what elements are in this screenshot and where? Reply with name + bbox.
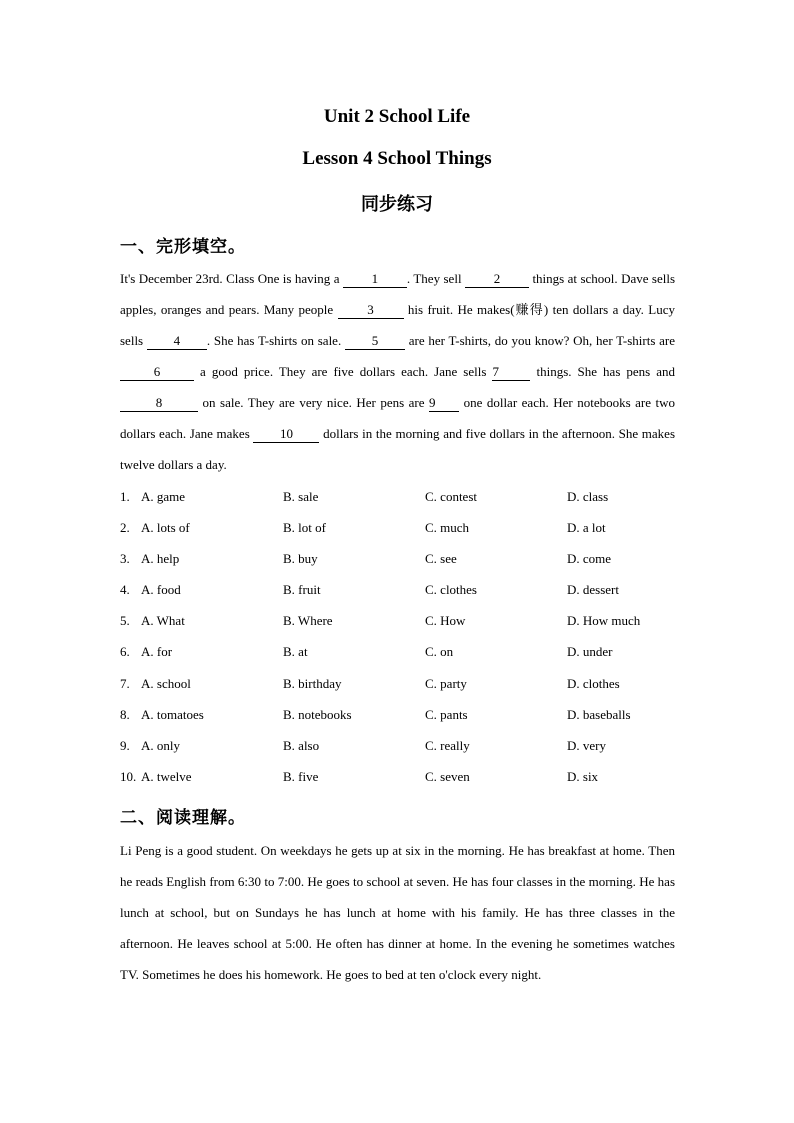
option-a: A. help — [141, 551, 180, 566]
option-c: C. How — [425, 613, 466, 628]
option-d: D. very — [567, 738, 606, 753]
option-b: B. birthday — [283, 676, 342, 691]
blank-6: 6 — [120, 365, 194, 381]
option-row — [120, 707, 680, 727]
option-d: D. under — [567, 644, 613, 659]
question-number: 2. — [120, 520, 130, 535]
blank-10: 10 — [253, 427, 319, 443]
option-d: D. six — [567, 769, 599, 784]
option-d: D. dessert — [567, 582, 619, 597]
passage-text: things at school. Dave sells apples, oranges and pears. Many people — [120, 271, 676, 317]
option-b: B. buy — [283, 551, 318, 566]
question-number: 8. — [120, 707, 130, 722]
option-d: D. clothes — [567, 676, 620, 691]
blank-9: 9 — [429, 396, 459, 412]
option-c: C. much — [425, 520, 470, 535]
option-a: A. lots of — [141, 520, 190, 535]
option-a: A. school — [141, 676, 191, 691]
lesson-title: Lesson 4 School Things — [302, 148, 492, 169]
option-c: C. really — [425, 738, 470, 753]
option-d: D. baseballs — [567, 707, 631, 722]
reading-passage: Li Peng is a good student. On weekdays he gets up at six in the morning. He has breakfast at home. Then he reads English from 6:30 to 7:00. He goes to school at seven. He has four classes in the morning. He has lunch at school, but on Sundays he has lunch at home with his family. He has three classes in the afternoon. He leaves school at 5:00. He often has dinner at home. In the evening he sometimes watches TV. Sometimes he does his homework. He goes to bed at ten o'clock every night. — [120, 843, 675, 982]
option-row — [120, 644, 680, 664]
option-a: A. food — [141, 582, 181, 597]
option-a: A. tomatoes — [141, 707, 204, 722]
cloze-passage — [120, 263, 675, 480]
passage-text: . They sell — [406, 271, 462, 286]
question-number: 10. — [120, 769, 137, 784]
option-b: B. sale — [283, 489, 319, 504]
option-c: C. see — [425, 551, 457, 566]
option-a: A. twelve — [141, 769, 192, 784]
option-d: D. How much — [567, 613, 641, 628]
option-c: C. party — [425, 676, 467, 691]
passage-text: It's December 23rd. Class One is having a — [120, 271, 340, 286]
passage-text: dollars in the morning and five dollars in the afternoon. She makes twelve dollars a day. — [120, 426, 676, 472]
question-number: 9. — [120, 738, 130, 753]
option-b: B. lot of — [283, 520, 326, 535]
option-d: D. a lot — [567, 520, 606, 535]
question-number: 7. — [120, 676, 130, 691]
blank-8: 8 — [120, 396, 198, 412]
option-row — [120, 489, 680, 509]
passage-text: a good price. They are five dollars each. Jane sells — [200, 364, 487, 379]
blank-2: 2 — [465, 272, 529, 288]
option-b: B. notebooks — [283, 707, 352, 722]
passage-text: things. She has pens and — [536, 364, 676, 379]
option-a: A. game — [141, 489, 186, 504]
question-number: 3. — [120, 551, 130, 566]
option-row — [120, 738, 680, 758]
question-number: 1. — [120, 489, 130, 504]
option-row — [120, 520, 680, 540]
option-c: C. on — [425, 644, 454, 659]
option-d: D. class — [567, 489, 609, 504]
option-b: B. also — [283, 738, 320, 753]
option-c: C. clothes — [425, 582, 477, 597]
option-row — [120, 551, 680, 571]
passage-text: . She has T-shirts on sale. — [206, 333, 342, 348]
option-a: A. What — [141, 613, 185, 628]
option-a: A. for — [141, 644, 173, 659]
blank-7: 7 — [492, 365, 530, 381]
option-d: D. come — [567, 551, 612, 566]
section-heading-cloze: 一、完形填空。 — [120, 237, 246, 257]
option-row — [120, 676, 680, 696]
passage-text: on sale. They are very nice. Her pens are — [202, 395, 425, 410]
page-title: Unit 2 School Life — [323, 106, 471, 127]
option-row — [120, 613, 680, 633]
option-c: C. seven — [425, 769, 470, 784]
passage-text: one dollar each. Her notebooks are two dollars each. Jane makes — [120, 395, 676, 441]
blank-5: 5 — [345, 334, 405, 350]
option-b: B. fruit — [283, 582, 321, 597]
passage-text: are her T-shirts, do you know? Oh, her T-shirts are — [408, 333, 676, 348]
option-a: A. only — [141, 738, 180, 753]
blank-1: 1 — [343, 272, 407, 288]
option-row — [120, 582, 680, 602]
option-b: B. Where — [283, 613, 333, 628]
option-c: C. contest — [425, 489, 477, 504]
question-number: 6. — [120, 644, 130, 659]
option-c: C. pants — [425, 707, 468, 722]
question-number: 5. — [120, 613, 130, 628]
option-b: B. at — [283, 644, 308, 659]
option-row — [120, 769, 680, 789]
page-subtitle: 同步练习 — [361, 194, 433, 215]
question-number: 4. — [120, 582, 130, 597]
passage-text: his fruit. He makes(赚得) ten dollars a day. Lucy sells — [120, 302, 675, 348]
section-heading-reading: 二、阅读理解。 — [120, 808, 246, 828]
option-b: B. five — [283, 769, 319, 784]
blank-4: 4 — [147, 334, 207, 350]
blank-3: 3 — [338, 303, 404, 319]
